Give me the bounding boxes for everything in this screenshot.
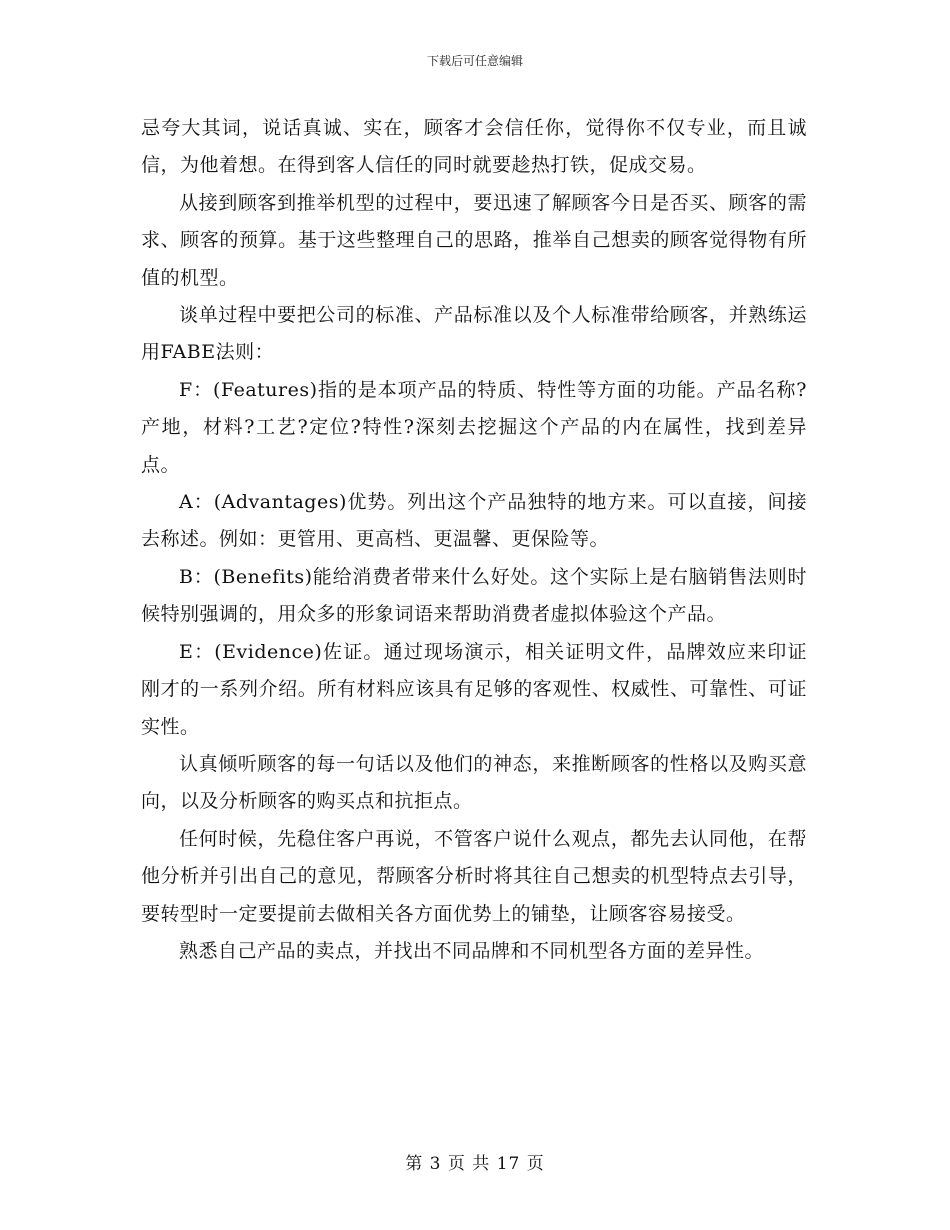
paragraph-listen: 认真倾听顾客的每一句话以及他们的神态，来推断顾客的性格以及购买意向，以及分析顾客的购买点和抗拒点。 xyxy=(141,752,807,813)
paragraph-selling-points: 熟悉自己产品的卖点，并找出不同品牌和不同机型各方面的差异性。 xyxy=(179,939,765,962)
paragraph-continuation: 忌夸大其词，说话真诚、实在，顾客才会信任你，觉得你不仅专业，而且诚信，为他着想。在得到客人信任的同时就要趁热打铁，促成交易。 xyxy=(141,117,807,177)
page-header-note: 下载后可任意编辑 xyxy=(426,54,523,68)
paragraph-fabe-features: F：(Features)指的是本项产品的特质、特性等方面的功能。产品名称?产地，材料?工艺?定位?特性?深刻去挖掘这个产品的内在属性，找到差异点。 xyxy=(141,378,807,476)
paragraph-fabe-intro: 谈单过程中要把公司的标准、产品标准以及个人标准带给顾客，并熟练运用FABE法则： xyxy=(141,304,807,364)
paragraph-fabe-evidence: E：(Evidence)佐证。通过现场演示，相关证明文件，品牌效应来印证刚才的一系列介绍。所有材料应该具有足够的客观性、权威性、可靠性、可证实性。 xyxy=(141,640,807,738)
document-body xyxy=(141,110,807,970)
paragraph-fabe-advantages: A：(Advantages)优势。列出这个产品独特的地方来。可以直接，间接去称述。例如：更管用、更高档、更温馨、更保险等。 xyxy=(141,491,807,551)
paragraph-recommend-process: 从接到顾客到推举机型的过程中，要迅速了解顾客今日是否买、顾客的需求、顾客的预算。基于这些整理自己的思路，推举自己想卖的顾客觉得物有所值的机型。 xyxy=(141,191,807,289)
paragraph-stabilize-customer: 任何时候，先稳住客户再说，不管客户说什么观点，都先去认同他，在帮他分析并引出自己的意见，帮顾客分析时将其往自己想卖的机型特点去引导，要转型时一定要提前去做相关各方面优势上的铺垫，让顾客容易接受。 xyxy=(141,827,807,925)
page-number: 第 3 页 共 17 页 xyxy=(405,1154,545,1174)
paragraph-fabe-benefits: B：(Benefits)能给消费者带来什么好处。这个实际上是右脑销售法则时候特别强调的，用众多的形象词语来帮助消费者虚拟体验这个产品。 xyxy=(141,565,807,626)
